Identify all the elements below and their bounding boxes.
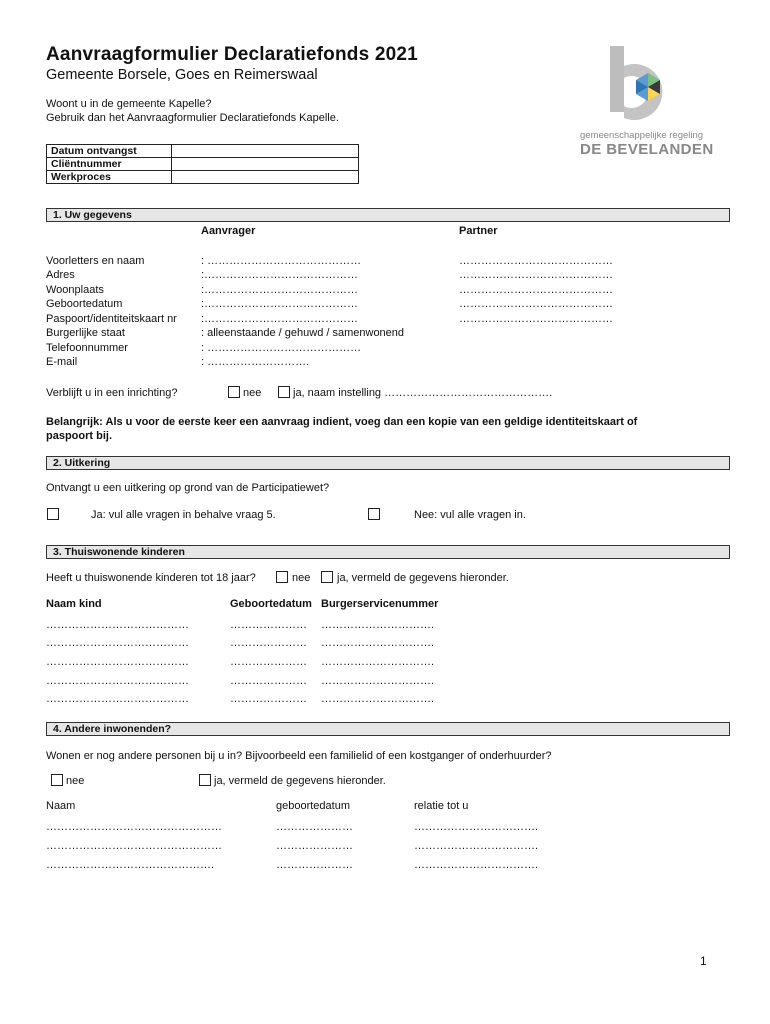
important-note: Belangrijk: Als u voor de eerste keer een aanvraag indient, voeg dan een kopie van een geldige identiteitskaart of: [46, 416, 638, 428]
child-bsn-field[interactable]: ………………………….: [321, 656, 435, 668]
institution-yes-checkbox[interactable]: [278, 386, 290, 398]
page-title: Aanvraagformulier Declaratiefonds 2021: [46, 44, 418, 65]
child-dob-field[interactable]: …………………: [230, 619, 307, 631]
section-3-header: 3. Thuiswonende kinderen: [46, 545, 730, 559]
housemates-yes-checkbox[interactable]: [199, 774, 211, 786]
field-label: Adres: [46, 269, 75, 281]
housemate-dob-field[interactable]: …………………: [276, 821, 353, 833]
child-name-field[interactable]: …………………………………: [46, 675, 189, 687]
applicant-field[interactable]: :……………………………………: [201, 313, 359, 325]
child-dob-field[interactable]: …………………: [230, 675, 307, 687]
partner-field[interactable]: ……………………………………: [459, 255, 613, 267]
meta-label: Werkproces: [47, 171, 172, 184]
page-subtitle: Gemeente Borsele, Goes en Reimerswaal: [46, 67, 318, 83]
housemates-yes-label: ja, vermeld de gegevens hieronder.: [214, 775, 386, 787]
child-name-field[interactable]: …………………………………: [46, 656, 189, 668]
child-name-field[interactable]: …………………………………: [46, 693, 189, 705]
housemate-relation-field[interactable]: …………………………….: [414, 840, 539, 852]
field-label: Geboortedatum: [46, 298, 123, 310]
child-bsn-field[interactable]: ………………………….: [321, 637, 435, 649]
children-col-bsn: Burgerservicenummer: [321, 598, 439, 610]
field-label: E-mail: [46, 356, 78, 368]
benefit-no-label: Nee: vul alle vragen in.: [414, 509, 526, 521]
field-label: Burgerlijke staat: [46, 327, 125, 339]
applicant-field[interactable]: :……………………………………: [201, 269, 359, 281]
field-label: Telefoonnummer: [46, 342, 128, 354]
partner-field[interactable]: ……………………………………: [459, 284, 613, 296]
kapelle-note: Gebruik dan het Aanvraagformulier Declaratiefonds Kapelle.: [46, 112, 339, 124]
partner-field[interactable]: ……………………………………: [459, 313, 613, 325]
applicant-field[interactable]: : ……………………………………: [201, 342, 362, 354]
logo-subtitle: gemeenschappelijke regeling: [580, 130, 704, 141]
children-no-checkbox[interactable]: [276, 571, 288, 583]
applicant-field[interactable]: : ……………………….: [201, 356, 310, 368]
children-col-dob: Geboortedatum: [230, 598, 312, 610]
child-dob-field[interactable]: …………………: [230, 693, 307, 705]
housemates-no-label: nee: [66, 775, 85, 787]
housemates-col-name: Naam: [46, 800, 76, 812]
col-applicant-header: Aanvrager: [201, 225, 256, 237]
kapelle-question: Woont u in de gemeente Kapelle?: [46, 98, 212, 110]
children-col-name: Naam kind: [46, 598, 102, 610]
page-number: 1: [700, 954, 707, 968]
meta-value-field[interactable]: [172, 158, 359, 171]
field-label: Voorletters en naam: [46, 255, 145, 267]
important-note-cont: paspoort bij.: [46, 430, 112, 442]
housemate-name-field[interactable]: ……………………………………….: [46, 859, 215, 871]
institution-no-checkbox[interactable]: [228, 386, 240, 398]
benefit-question: Ontvangt u een uitkering op grond van de Participatiewet?: [46, 482, 330, 494]
housemate-name-field[interactable]: …………………………………………: [46, 840, 222, 852]
office-use-table: [46, 144, 359, 184]
children-no-label: nee: [292, 572, 311, 584]
child-dob-field[interactable]: …………………: [230, 656, 307, 668]
applicant-field[interactable]: : alleenstaande / gehuwd / samenwonend: [201, 327, 405, 339]
child-bsn-field[interactable]: ………………………….: [321, 693, 435, 705]
housemate-dob-field[interactable]: …………………: [276, 840, 353, 852]
meta-label: Cliëntnummer: [47, 158, 172, 171]
applicant-field[interactable]: :……………………………………: [201, 298, 359, 310]
child-bsn-field[interactable]: ………………………….: [321, 675, 435, 687]
benefit-yes-label: Ja: vul alle vragen in behalve vraag 5.: [91, 509, 276, 521]
logo-name: DE BEVELANDEN: [580, 141, 714, 158]
section-4-header: 4. Andere inwonenden?: [46, 722, 730, 736]
child-name-field[interactable]: …………………………………: [46, 637, 189, 649]
housemate-name-field[interactable]: …………………………………………: [46, 821, 222, 833]
child-dob-field[interactable]: …………………: [230, 637, 307, 649]
institution-question: Verblijft u in een inrichting?: [46, 387, 178, 399]
benefit-yes-checkbox[interactable]: [47, 508, 59, 520]
housemates-question: Wonen er nog andere personen bij u in? Bijvoorbeeld een familielid of een kostganger of onderhuurder?: [46, 750, 552, 762]
field-label: Paspoort/identiteitskaart nr: [46, 313, 177, 325]
children-question: Heeft u thuiswonende kinderen tot 18 jaar?: [46, 572, 256, 584]
benefit-no-checkbox[interactable]: [368, 508, 380, 520]
applicant-field[interactable]: :……………………………………: [201, 284, 359, 296]
partner-field[interactable]: ……………………………………: [459, 298, 613, 310]
housemates-col-dob: geboortedatum: [276, 800, 350, 812]
field-label: Woonplaats: [46, 284, 104, 296]
housemates-col-relation: relatie tot u: [414, 800, 469, 812]
partner-field[interactable]: ……………………………………: [459, 269, 613, 281]
housemate-relation-field[interactable]: …………………………….: [414, 859, 539, 871]
meta-value-field[interactable]: [172, 171, 359, 184]
meta-value-field[interactable]: [172, 145, 359, 158]
de-bevelanden-logo: [606, 44, 688, 126]
housemate-dob-field[interactable]: …………………: [276, 859, 353, 871]
institution-yes-label[interactable]: ja, naam instelling ……………………………………….: [293, 387, 553, 399]
section-2-header: 2. Uitkering: [46, 456, 730, 470]
children-yes-checkbox[interactable]: [321, 571, 333, 583]
institution-no-label: nee: [243, 387, 262, 399]
col-partner-header: Partner: [459, 225, 498, 237]
housemate-relation-field[interactable]: …………………………….: [414, 821, 539, 833]
child-bsn-field[interactable]: ………………………….: [321, 619, 435, 631]
applicant-field[interactable]: : ……………………………………: [201, 255, 362, 267]
child-name-field[interactable]: …………………………………: [46, 619, 189, 631]
meta-label: Datum ontvangst: [47, 145, 172, 158]
housemates-no-checkbox[interactable]: [51, 774, 63, 786]
section-1-header: 1. Uw gegevens: [46, 208, 730, 222]
children-yes-label: ja, vermeld de gegevens hieronder.: [337, 572, 509, 584]
